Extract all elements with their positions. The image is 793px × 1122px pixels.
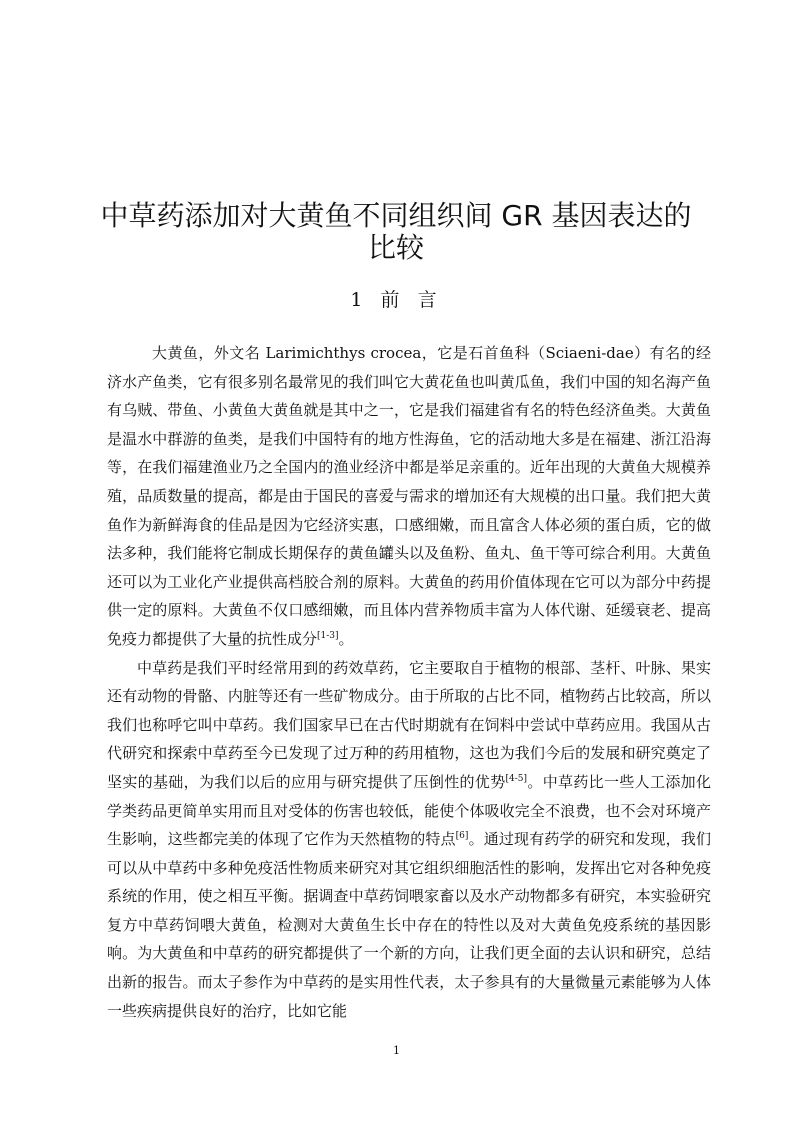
citation: [6] [455, 831, 469, 842]
paragraph-2-text: 中草药是我们平时经常用到的药效草药，它主要取自于植物的根部、茎杆、叶脉、果实还有动物的骨骼、内脏等还有一些矿物成分。由于所取的占比不同，植物药占比较高，所以我们也称呼它叫中草药。我们国家早已在古代时期就有在饲料中尝试中草药应用。我国从古代研究和探索中草药至今已发现了过万种的药用植物，这也为我们今后的发展和研究奠定了坚实的基础，为我们以后的应用与研究提供了压倒性的优势 [107, 658, 711, 791]
section-heading: 1 前 言 [350, 289, 443, 311]
body-text [107, 339, 711, 1025]
citation: [1-3] [317, 630, 339, 641]
document-title: 中草药添加对大黄鱼不同组织间 GR 基因表达的比较 [100, 199, 692, 264]
citation: [4-5] [505, 773, 528, 784]
paragraph-2 [107, 654, 711, 1026]
page-number: 1 [393, 1044, 400, 1057]
paragraph-2-text: 。通过现有药学的研究和发现，我们可以从中草药中多种免疫活性物质来研究对其它组织细胞活性的影响，发挥出它对各种免疫系统的作用，使之相互平衡。据调查中草药饲喂家畜以及水产动物都多有研究，本实验研究复方中草药饲喂大黄鱼，检测对大黄鱼生长中存在的特性以及对大黄鱼免疫系统的基因影响。为大黄鱼和中草药的研究都提供了一个新的方向，让我们更全面的去认识和研究，总结出新的报告。而太子参作为中草药的是实用性代表，太子参具有的大量微量元素能够为人体一些疾病提供良好的治疗，比如它能 [107, 830, 711, 1020]
paragraph-1-text: 大黄鱼，外文名 Larimichthys crocea，它是石首鱼科（Sciaeni-dae）有名的经济水产鱼类，它有很多别名最常见的我们叫它大黄花鱼也叫黄瓜鱼，我们中国的知名海产鱼有乌贼、带鱼、小黄鱼大黄鱼就是其中之一，它是我们福建省有名的特色经济鱼类。大黄鱼是温水中群游的鱼类，是我们中国特有的地方性海鱼，它的活动地大多是在福建、浙江沿海等，在我们福建渔业乃之全国内的渔业经济中都是举足亲重的。近年出现的大黄鱼大规模养殖，品质数量的提高，都是由于国民的喜爱与需求的增加还有大规模的出口量。我们把大黄鱼作为新鲜海食的佳品是因为它经济实惠，口感细嫩，而且富含人体必须的蛋白质，它的做法多种，我们能将它制成长期保存的黄鱼罐头以及鱼粉、鱼丸、鱼干等可综合利用。大黄鱼还可以为工业化产业提供高档胶合剂的原料。大黄鱼的药用价值体现在它可以为部分中药提供一定的原料。大黄鱼不仅口感细嫩，而且体内营养物质丰富为人体代谢、延缓衰老、提高免疫力都提供了大量的抗性成分 [107, 344, 711, 648]
paragraph-1 [107, 339, 711, 654]
paragraph-1-end: 。 [338, 629, 354, 648]
paragraph-2-text: 。中草药比一些人工添加化学类药品更简单实用而且对受体的伤害也较低，能使个体吸收完全不浪费，也不会对环境产生影响，这些都完美的体现了它作为天然植物的特点 [107, 772, 711, 849]
